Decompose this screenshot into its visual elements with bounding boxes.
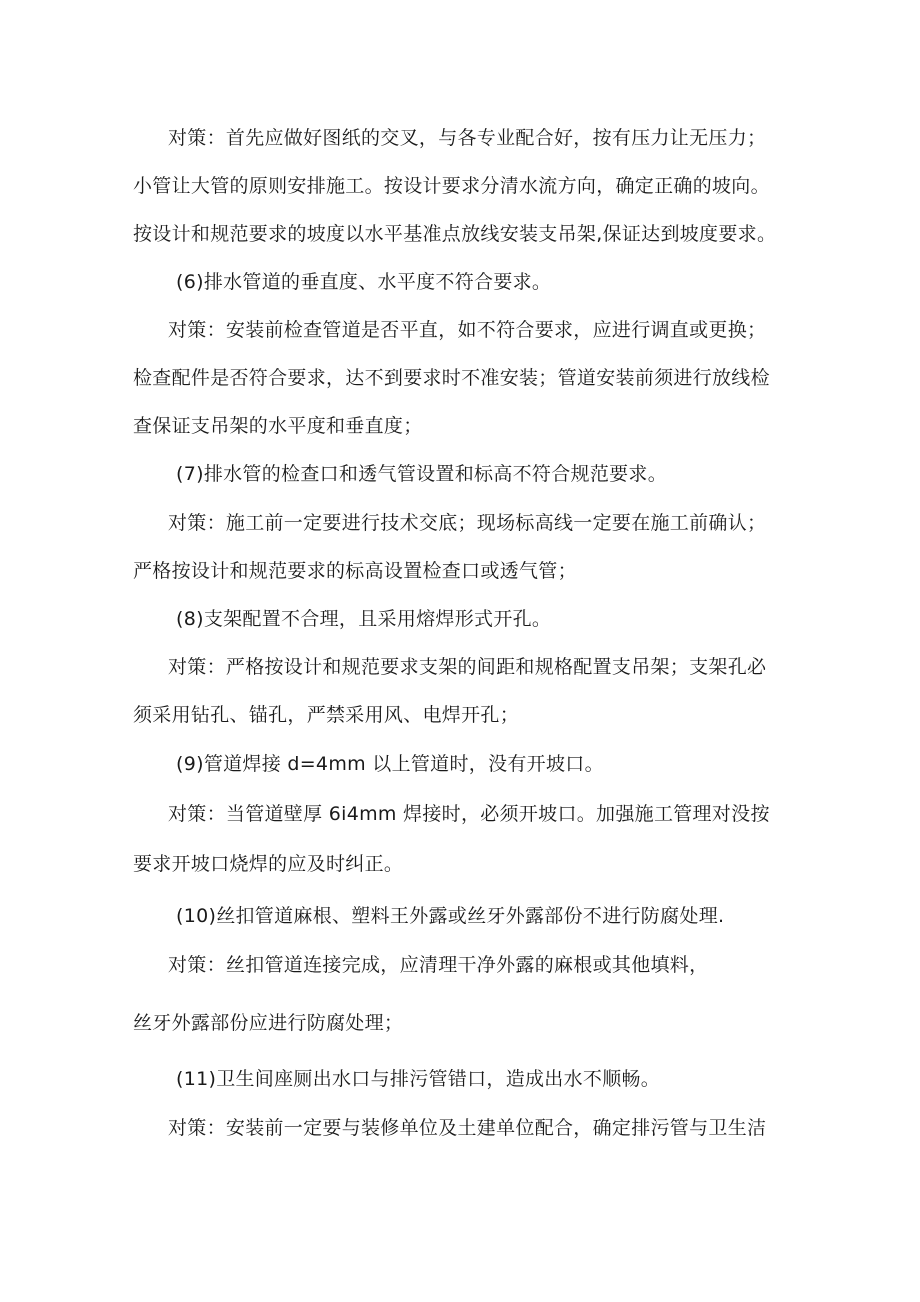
section-heading: (9)管道焊接 d=4mm 以上管道时，没有开坡口。 bbox=[176, 753, 604, 775]
paragraph-line: 对策：丝扣管道连接完成，应清理干净外露的麻根或其他填料， bbox=[168, 954, 709, 976]
section-heading: (10)丝扣管道麻根、塑料王外露或丝牙外露部份不进行防腐处理. bbox=[176, 905, 725, 927]
paragraph-line: 须采用钻孔、锚孔，严禁采用风、电焊开孔； bbox=[133, 704, 520, 726]
paragraph-line: 严格按设计和规范要求的标高设置检查口或透气管； bbox=[133, 560, 577, 582]
paragraph-line: 按设计和规范要求的坡度以水平基准点放线安装支吊架,保证达到坡度要求。 bbox=[133, 223, 777, 245]
paragraph-line: 对策：当管道壁厚 6i4mm 焊接时，必须开坡口。加强施工管理对没按 bbox=[168, 803, 770, 825]
paragraph-line: 小管让大管的原则安排施工。按设计要求分清水流方向，确定正确的坡向。 bbox=[133, 175, 770, 197]
section-heading: (8)支架配置不合理，且采用熔焊形式开孔。 bbox=[176, 608, 552, 630]
section-heading: (6)排水管道的垂直度、水平度不符合要求。 bbox=[176, 271, 552, 293]
paragraph-line: 对策：安装前一定要与装修单位及土建单位配合，确定排污管与卫生洁 bbox=[168, 1117, 767, 1139]
paragraph-line: 对策：首先应做好图纸的交叉，与各专业配合好，按有压力让无压力； bbox=[168, 127, 767, 149]
paragraph-line: 丝牙外露部份应进行防腐处理； bbox=[133, 1012, 404, 1034]
paragraph-line: 对策：安装前检查管道是否平直，如不符合要求，应进行调直或更换； bbox=[168, 319, 767, 341]
section-heading: (11)卫生间座厕出水口与排污管错口，造成出水不顺畅。 bbox=[176, 1068, 661, 1090]
section-heading: (7)排水管的检查口和透气管设置和标高不符合规范要求。 bbox=[176, 463, 668, 485]
paragraph-line: 对策：施工前一定要进行技术交底；现场标高线一定要在施工前确认； bbox=[168, 512, 767, 534]
paragraph-line: 对策：严格按设计和规范要求支架的间距和规格配置支吊架；支架孔必 bbox=[168, 656, 767, 678]
paragraph-line: 查保证支吊架的水平度和垂直度； bbox=[133, 415, 423, 437]
paragraph-line: 要求开坡口烧焊的应及时纠正。 bbox=[133, 853, 404, 875]
paragraph-line: 检查配件是否符合要求，达不到要求时不准安装；管道安装前须进行放线检 bbox=[133, 367, 770, 389]
